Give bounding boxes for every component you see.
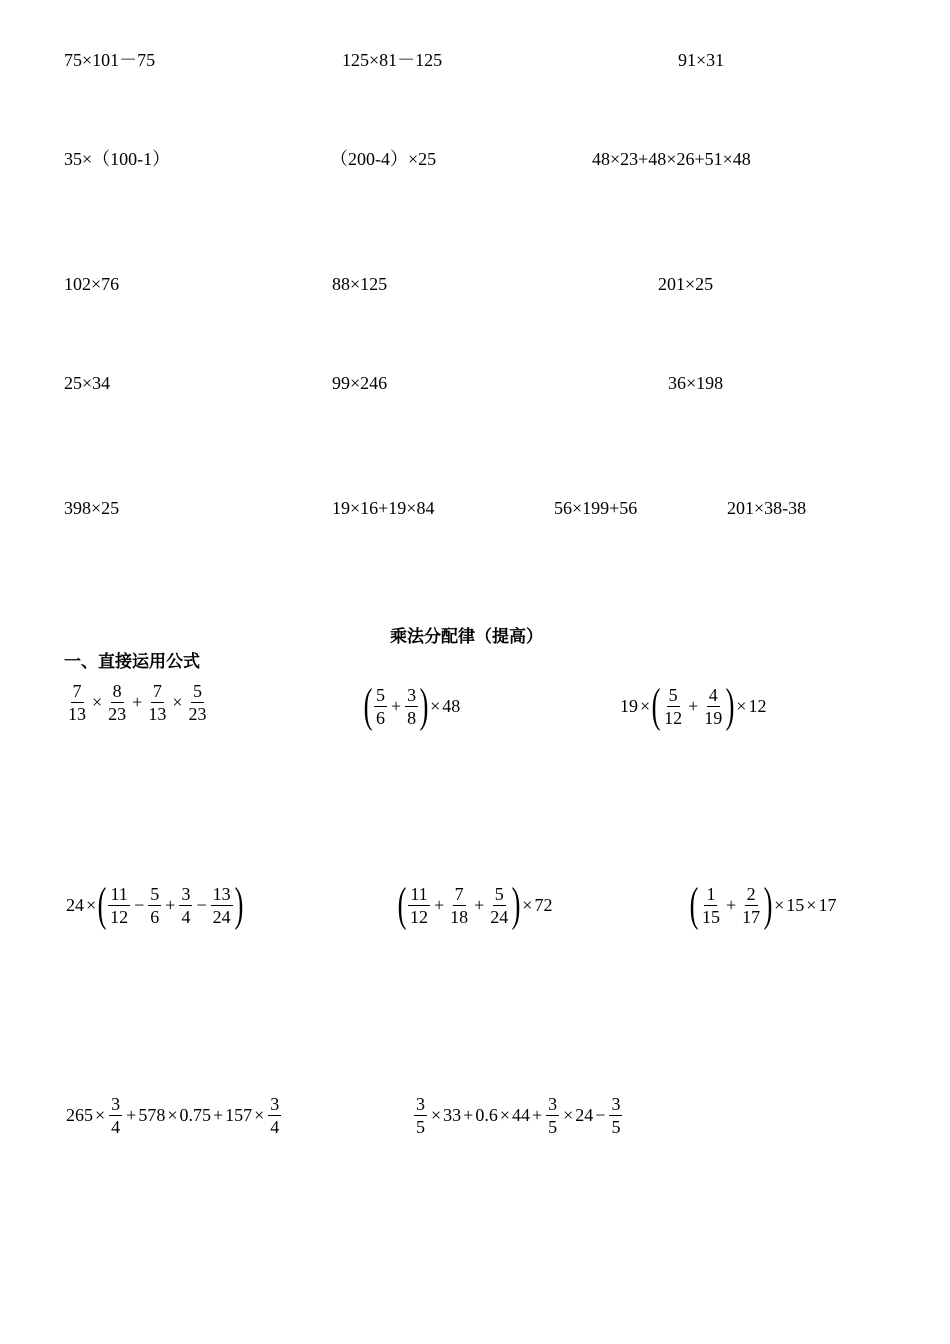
fraction [546, 1095, 559, 1136]
denominator: 4 [270, 1117, 280, 1137]
numerator: 3 [416, 1094, 425, 1114]
denominator: 24 [212, 906, 231, 927]
denominator: 12 [110, 906, 129, 927]
denominator: 5 [611, 1117, 621, 1137]
fraction [179, 885, 192, 926]
numerator: 4 [708, 684, 718, 705]
number: 0.6 [475, 1105, 498, 1125]
fraction [211, 885, 233, 926]
numerator: 5 [494, 883, 504, 904]
fraction [740, 885, 762, 926]
parenthesis: ( [689, 878, 699, 931]
fraction-expression-4 [66, 878, 243, 931]
numerator: 11 [410, 883, 428, 904]
numerator: 3 [407, 684, 417, 705]
fraction [609, 1095, 622, 1136]
denominator: 8 [407, 707, 417, 728]
numerator: 7 [72, 681, 82, 701]
operator: + [212, 1105, 224, 1125]
operator: × [167, 1105, 178, 1125]
fraction [700, 885, 722, 926]
operator: × [86, 894, 97, 915]
operator: × [92, 692, 103, 712]
numerator: 13 [212, 883, 231, 904]
operator: + [126, 1105, 137, 1125]
fraction-expression-2 [363, 679, 461, 732]
section-title: 乘法分配律（提高） [390, 627, 543, 647]
fraction [109, 1095, 122, 1136]
denominator: 5 [548, 1117, 558, 1137]
denominator: 23 [188, 704, 207, 724]
fraction [186, 682, 208, 723]
numerator: 3 [181, 883, 191, 904]
parenthesis: ) [419, 679, 429, 732]
problem-15: 56×199+56 [554, 498, 638, 518]
numerator: 5 [150, 883, 160, 904]
operator: × [806, 894, 817, 915]
numerator: 3 [611, 1094, 621, 1114]
denominator: 18 [450, 906, 469, 927]
operator: × [172, 692, 183, 712]
denominator: 19 [704, 707, 723, 728]
numerator: 3 [111, 1094, 121, 1114]
problem-3: 91×31 [678, 50, 725, 70]
fraction [374, 686, 387, 727]
problem-7: 102×76 [64, 274, 120, 294]
numerator: 7 [152, 681, 162, 701]
denominator: 15 [701, 906, 720, 927]
operator: × [254, 1105, 265, 1125]
fraction [66, 682, 88, 723]
number: 15 [786, 894, 805, 915]
operator: × [95, 1105, 106, 1125]
numerator: 11 [110, 883, 128, 904]
parenthesis: ) [725, 679, 735, 732]
number: 578 [138, 1105, 166, 1125]
fraction [662, 686, 684, 727]
problem-5: （200-4）×25 [330, 149, 437, 169]
parenthesis: ) [234, 878, 243, 931]
problem-16: 201×38-38 [727, 498, 807, 518]
denominator: 6 [150, 906, 160, 927]
number: 157 [225, 1105, 253, 1125]
numerator: 2 [746, 883, 756, 904]
operator: × [431, 1105, 442, 1125]
denominator: 4 [111, 1117, 121, 1137]
numerator: 3 [270, 1094, 280, 1114]
problem-10: 25×34 [64, 373, 111, 393]
fraction-expression-5 [397, 878, 553, 931]
fraction [414, 1095, 427, 1136]
denominator: 12 [409, 906, 428, 927]
number: 44 [511, 1105, 530, 1125]
operator: × [522, 894, 533, 915]
problem-13: 398×25 [64, 498, 120, 518]
fraction-expression-7 [66, 1095, 283, 1136]
problem-12: 36×198 [668, 373, 724, 393]
fraction-expression-6 [689, 878, 837, 931]
number: 0.75 [179, 1105, 211, 1125]
numerator: 7 [454, 883, 464, 904]
operator: + [433, 894, 445, 915]
numerator: 1 [706, 883, 716, 904]
problem-2: 125×81－125 [342, 50, 443, 70]
denominator: 23 [108, 704, 127, 724]
operator: − [196, 894, 207, 915]
operator: × [736, 695, 747, 716]
denominator: 24 [490, 906, 509, 927]
number: 24 [575, 1105, 594, 1125]
parenthesis: ) [511, 878, 521, 931]
denominator: 13 [68, 704, 86, 724]
operator: × [499, 1105, 510, 1125]
fraction [405, 686, 418, 727]
operator: + [390, 695, 402, 716]
denominator: 4 [181, 906, 191, 927]
number: 48 [442, 695, 461, 716]
number: 33 [443, 1105, 462, 1125]
number: 72 [534, 894, 553, 915]
number: 24 [66, 894, 84, 915]
operator: + [165, 894, 176, 915]
numerator: 5 [375, 684, 385, 705]
fraction [148, 885, 161, 926]
fraction-expression-3 [620, 679, 767, 732]
operator: × [640, 695, 651, 716]
parenthesis: ( [363, 679, 373, 732]
operator: + [474, 894, 485, 915]
numerator: 5 [192, 681, 202, 701]
denominator: 17 [742, 906, 761, 927]
parenthesis: ( [651, 679, 661, 732]
operator: − [134, 894, 145, 915]
number: 12 [748, 695, 767, 716]
problem-1: 75×101－75 [64, 50, 156, 70]
fraction-expression-8 [412, 1095, 624, 1136]
fraction [488, 885, 510, 926]
operator: + [725, 894, 737, 915]
problem-6: 48×23+48×26+51×48 [592, 149, 751, 169]
section-heading: 一、直接运用公式 [64, 652, 200, 672]
parenthesis: ) [763, 878, 773, 931]
fraction [702, 686, 724, 727]
fraction [268, 1095, 281, 1136]
fraction [108, 885, 130, 926]
operator: − [595, 1105, 606, 1125]
number: 19 [620, 695, 638, 716]
operator: + [531, 1105, 543, 1125]
numerator: 5 [668, 684, 678, 705]
fraction [408, 885, 430, 926]
denominator: 12 [664, 707, 683, 728]
problem-11: 99×246 [332, 373, 388, 393]
problem-14: 19×16+19×84 [332, 498, 435, 518]
fraction [146, 682, 168, 723]
denominator: 13 [148, 704, 167, 724]
operator: × [563, 1105, 574, 1125]
number: 17 [818, 894, 837, 915]
operator: + [463, 1105, 474, 1125]
problem-4: 35×（100-1） [64, 149, 171, 169]
operator: + [688, 695, 699, 716]
denominator: 5 [416, 1117, 425, 1137]
fraction [448, 885, 470, 926]
number: 265 [66, 1105, 93, 1125]
fraction-expression-1 [64, 682, 210, 723]
operator: × [774, 894, 785, 915]
numerator: 8 [112, 681, 122, 701]
fraction [106, 682, 128, 723]
operator: + [132, 692, 143, 712]
operator: × [430, 695, 441, 716]
denominator: 6 [375, 707, 385, 728]
parenthesis: ( [97, 878, 107, 931]
problem-9: 201×25 [658, 274, 714, 294]
problem-8: 88×125 [332, 274, 388, 294]
parenthesis: ( [397, 878, 407, 931]
numerator: 3 [548, 1094, 558, 1114]
